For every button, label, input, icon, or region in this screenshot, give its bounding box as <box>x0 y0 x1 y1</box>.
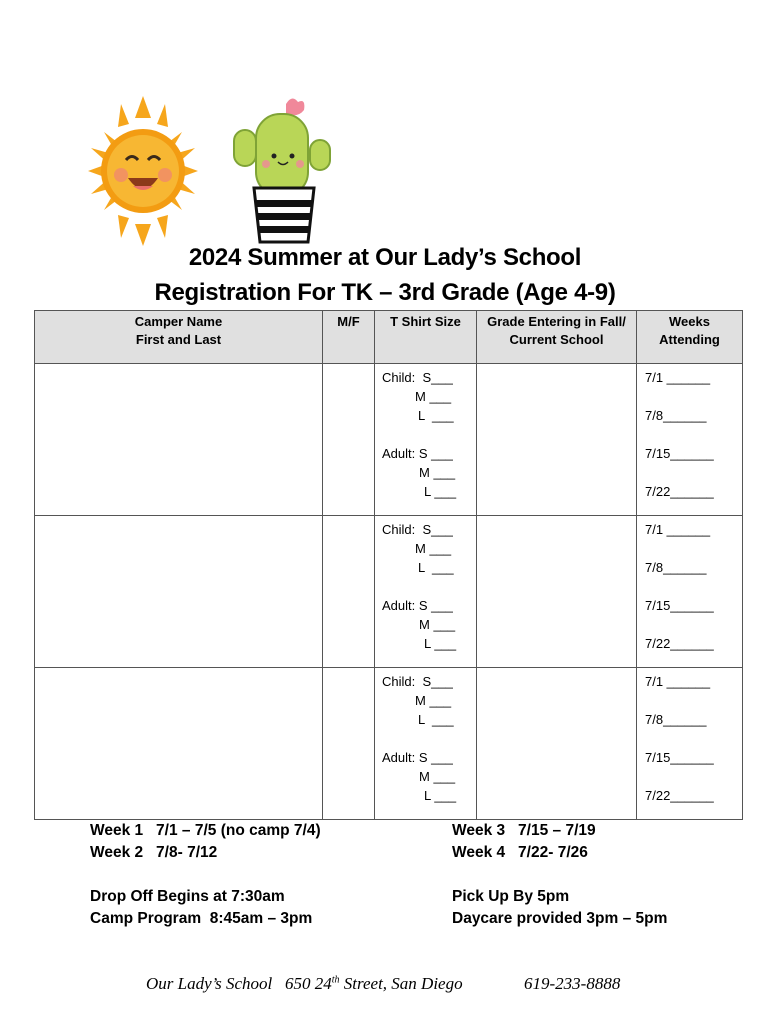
header-tshirt: T Shirt Size <box>375 311 477 364</box>
sun-icon <box>88 96 198 246</box>
street-number: 650 24 <box>285 974 332 993</box>
street-suffix: th <box>331 974 340 986</box>
times-left <box>90 886 312 930</box>
mf-field[interactable] <box>323 516 375 668</box>
weeks-attending-cell[interactable]: 7/1 ______ 7/8______ 7/15______ 7/22______ <box>637 668 743 820</box>
tshirt-size-cell[interactable]: Child: S___ M ___ L ___ Adult: S ___ M ___ L ___ <box>375 516 477 668</box>
week4-text: Week 4 7/22- 7/26 <box>452 844 588 861</box>
street-rest: Street, San Diego <box>339 974 463 993</box>
weeks-attending-cell[interactable]: 7/1 ______ 7/8______ 7/15______ 7/22______ <box>637 516 743 668</box>
camper-name-field[interactable] <box>35 516 323 668</box>
tshirt-size-cell[interactable]: Child: S___ M ___ L ___ Adult: S ___ M ___ L ___ <box>375 668 477 820</box>
table-row <box>35 364 743 516</box>
mf-field[interactable] <box>323 364 375 516</box>
times-right <box>452 886 667 930</box>
page-title: 2024 Summer at Our Lady’s School <box>188 244 582 271</box>
table-row <box>35 516 743 668</box>
pickup-text: Pick Up By 5pm <box>452 888 570 905</box>
weeks-attending-cell[interactable]: 7/1 ______ 7/8______ 7/15______ 7/22______ <box>637 364 743 516</box>
week1-text: Week 1 7/1 – 7/5 (no camp 7/4) <box>90 822 321 839</box>
table-header-row <box>35 311 743 364</box>
header-camper-name: Camper Name First and Last <box>35 311 323 364</box>
footer-address <box>146 974 463 994</box>
school-name: Our Lady’s School <box>146 974 273 993</box>
grade-school-field[interactable] <box>477 516 637 668</box>
page-subtitle: Registration For TK – 3rd Grade (Age 4-9) <box>154 279 616 306</box>
summer-artwork <box>88 96 348 246</box>
program-text: Camp Program 8:45am – 3pm <box>90 910 313 927</box>
header-grade: Grade Entering in Fall/ Current School <box>477 311 637 364</box>
dropoff-text: Drop Off Begins at 7:30am <box>90 888 285 905</box>
daycare-text: Daycare provided 3pm – 5pm <box>452 910 668 927</box>
camper-name-field[interactable] <box>35 364 323 516</box>
camper-name-field[interactable] <box>35 668 323 820</box>
mf-field[interactable] <box>323 668 375 820</box>
week2-text: Week 2 7/8- 7/12 <box>90 844 218 861</box>
week3-text: Week 3 7/15 – 7/19 <box>452 822 596 839</box>
footer-phone: 619-233-8888 <box>524 974 621 993</box>
header-weeks: Weeks Attending <box>637 311 743 364</box>
week-schedule-left <box>90 820 321 864</box>
table-row <box>35 668 743 820</box>
tshirt-size-cell[interactable]: Child: S___ M ___ L ___ Adult: S ___ M ___ L ___ <box>375 364 477 516</box>
registration-table <box>34 310 743 820</box>
header-mf: M/F <box>323 311 375 364</box>
grade-school-field[interactable] <box>477 364 637 516</box>
cactus-icon <box>234 98 330 242</box>
grade-school-field[interactable] <box>477 668 637 820</box>
week-schedule-right <box>452 820 596 864</box>
